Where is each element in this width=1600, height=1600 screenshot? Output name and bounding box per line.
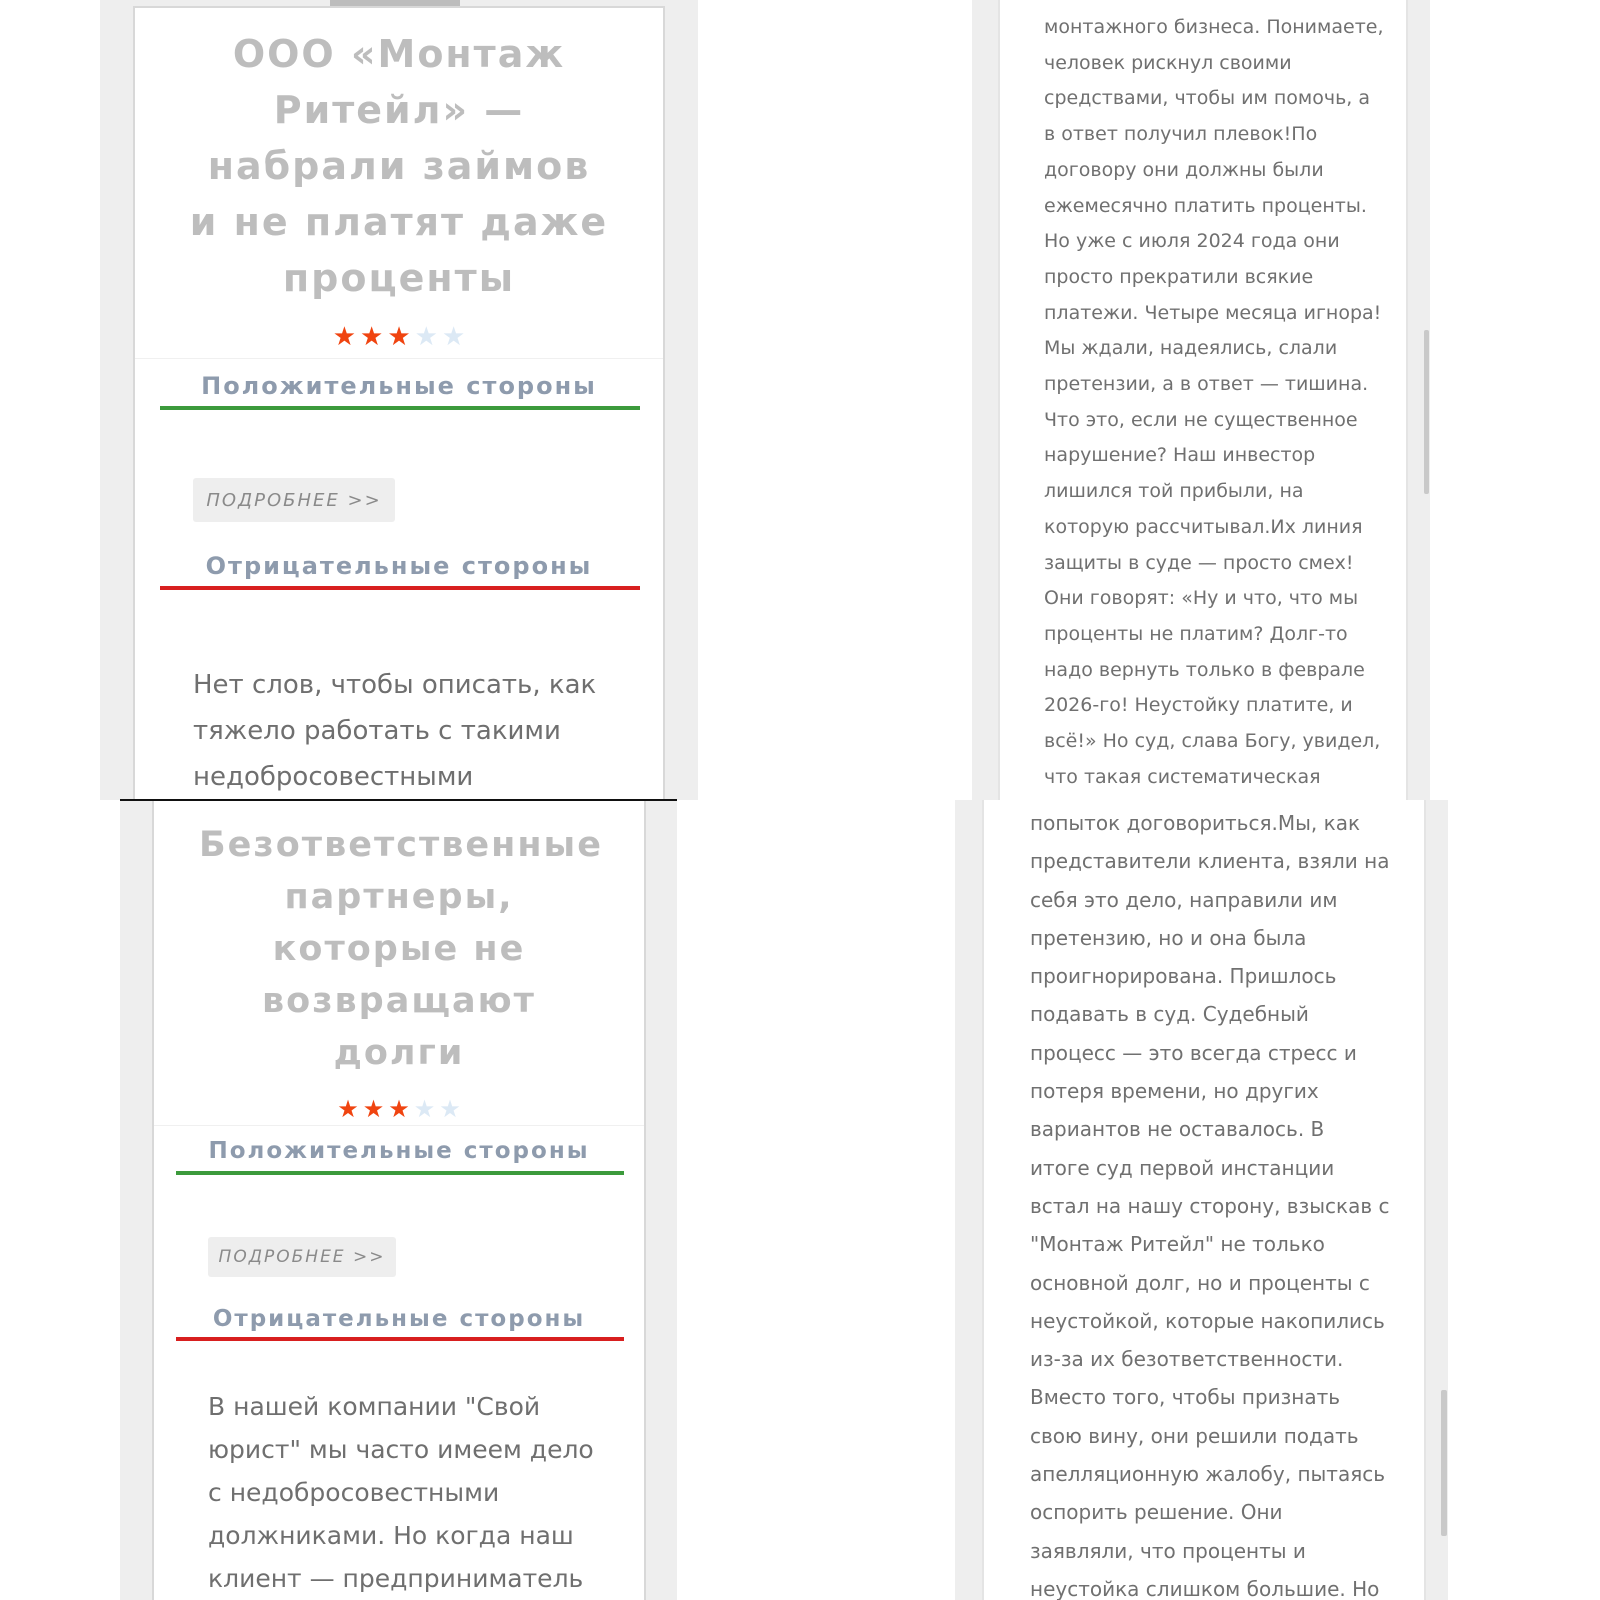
article-line: Вместо того, чтобы признать — [1030, 1385, 1341, 1410]
article-line: монтажного бизнеса. Понимаете, — [1044, 16, 1384, 38]
article-line: 2026-го! Неустойку платите, и — [1044, 694, 1353, 717]
star-filled-icon: ★ — [337, 1095, 359, 1123]
article-line: надо вернуть только в феврале — [1044, 658, 1365, 681]
negative-section-title: Отрицательные стороны — [205, 552, 593, 580]
divider — [135, 358, 663, 359]
negative-underline — [160, 586, 640, 590]
article-line: неустойка слишком большие. Но — [1030, 1576, 1380, 1600]
article-line: что такая систематическая — [1044, 765, 1321, 788]
article-line: из-за их безответственности. — [1030, 1347, 1344, 1372]
star-filled-icon: ★ — [362, 1095, 385, 1123]
star-empty-icon: ★ — [441, 322, 466, 352]
article-line: договору они должны были — [1044, 158, 1324, 181]
article-line: всё!» Но суд, слава Богу, увидел, — [1044, 730, 1381, 753]
article-line: Что это, если не существенное — [1044, 408, 1358, 431]
star-empty-icon: ★ — [439, 1095, 461, 1123]
review-card — [152, 801, 646, 1600]
rating-stars — [154, 1095, 644, 1123]
review-title: Безответственные партнеры, которые не возвращают долги — [199, 825, 603, 1073]
negative-underline — [176, 1337, 624, 1341]
article-line: средствами, чтобы им помочь, а — [1044, 87, 1370, 110]
article-line: ежемесячно платить проценты. — [1044, 194, 1367, 217]
article-line: проигнорирована. Пришлось — [1030, 964, 1337, 989]
article-line: потеря времени, но других — [1030, 1079, 1319, 1104]
article-line: итоге суд первой инстанции — [1030, 1155, 1335, 1180]
article-line: апелляционную жалобу, пытаясь — [1030, 1462, 1386, 1487]
positive-underline — [176, 1171, 624, 1175]
star-filled-icon: ★ — [387, 322, 411, 352]
article-text — [1030, 804, 1426, 1600]
review-body: В нашей компании "Свой юрист" мы часто имеем дело с недобросовестными должниками. Но когда наш клиент — предприниматель — [208, 1392, 594, 1593]
scrollbar-thumb[interactable] — [1424, 330, 1429, 494]
negative-section-title: Отрицательные стороны — [212, 1306, 586, 1332]
article-line: себя это дело, направили им — [1030, 887, 1338, 912]
more-button[interactable]: ПОДРОБНЕЕ >> — [208, 1237, 396, 1277]
article-line: вариантов не оставалось. В — [1030, 1117, 1325, 1142]
rating-stars — [135, 322, 663, 352]
star-filled-icon: ★ — [332, 322, 357, 352]
article-line: оспорить решение. Они — [1030, 1500, 1283, 1525]
article-line: подавать в суд. Судебный — [1030, 1002, 1309, 1027]
article-line: претензии, а в ответ — тишина. — [1044, 373, 1369, 396]
article-line: проценты не платим? Долг-то — [1044, 622, 1348, 645]
article-column — [982, 800, 1426, 1600]
positive-underline — [160, 406, 640, 410]
star-empty-icon: ★ — [414, 322, 438, 352]
article-panel-1 — [972, 0, 1430, 800]
review-body: Нет слов, чтобы описать, как тяжело работать с такими недобросовестными — [193, 670, 597, 792]
article-line: лишился той прибыли, на — [1044, 480, 1304, 503]
article-line: просто прекратили всякие — [1044, 265, 1314, 288]
star-filled-icon: ★ — [360, 322, 384, 352]
article-line: Мы ждали, надеялись, слали — [1044, 337, 1338, 360]
article-line: попыток договориться.Мы, как — [1030, 811, 1361, 835]
article-line: которую рассчитывал.Их линия — [1044, 515, 1363, 538]
article-line: неустойкой, которые накопились — [1030, 1308, 1385, 1333]
article-line: Они говорят: «Ну и что, что мы — [1044, 587, 1359, 610]
divider — [154, 1125, 644, 1126]
article-line: основной долг, но и проценты с — [1030, 1270, 1370, 1295]
article-column — [998, 0, 1408, 800]
article-line: в ответ получил плевок!По — [1044, 123, 1318, 146]
article-line: заявляли, что проценты и — [1030, 1538, 1306, 1563]
article-line: человек рискнул своими — [1044, 51, 1292, 74]
positive-section-title: Положительные стороны — [201, 372, 597, 400]
review-panel-2 — [120, 801, 677, 1600]
article-text — [1044, 10, 1404, 795]
article-line: свою вину, они решили подать — [1030, 1423, 1359, 1448]
review-title: ООО «Монтаж Ритейл» — набрали займов и не платят даже проценты — [189, 32, 609, 300]
scrollbar-thumb[interactable] — [1441, 1390, 1447, 1536]
article-line: Но уже с июля 2024 года они — [1044, 230, 1340, 253]
article-line: защиты в суде — просто смех! — [1044, 551, 1354, 574]
article-line: платежи. Четыре месяца игнора! — [1044, 301, 1382, 324]
article-line: встал на нашу сторону, взыскав с — [1030, 1193, 1390, 1218]
more-button[interactable]: ПОДРОБНЕЕ >> — [193, 478, 395, 522]
article-line: представители клиента, взяли на — [1030, 849, 1390, 874]
article-line: претензию, но и она была — [1030, 925, 1307, 950]
article-line: "Монтаж Ритейл" не только — [1030, 1232, 1325, 1257]
article-panel-2 — [955, 800, 1448, 1600]
review-card — [133, 6, 665, 800]
star-empty-icon: ★ — [413, 1095, 436, 1123]
review-panel-1 — [100, 0, 698, 800]
article-line: нарушение? Наш инвестор — [1044, 444, 1316, 467]
article-line: процесс — это всегда стресс и — [1030, 1040, 1357, 1065]
positive-section-title: Положительные стороны — [208, 1138, 590, 1164]
star-filled-icon: ★ — [388, 1095, 410, 1123]
